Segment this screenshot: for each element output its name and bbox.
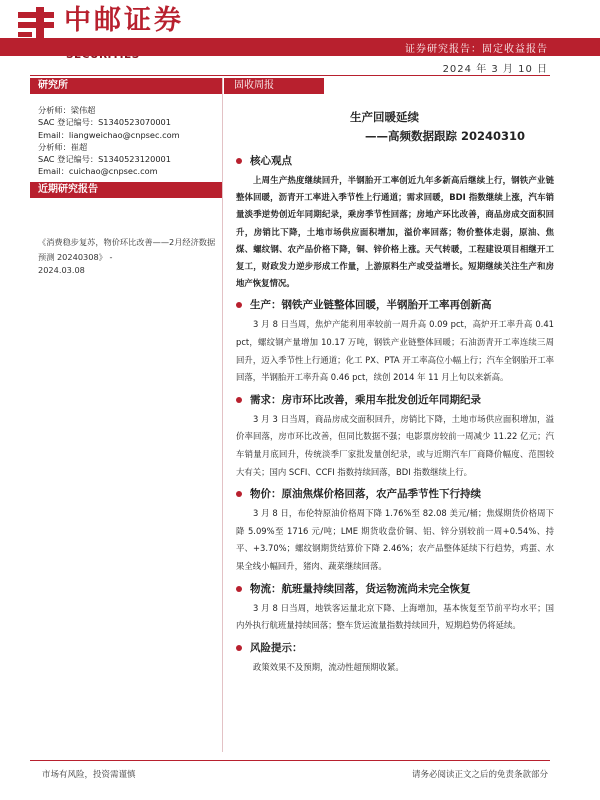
price-text: 3 月 8 日，布伦特原油价格周下降 1.76%至 82.08 美元/桶；焦煤期货价格周下降 5.09%至 1716 元/吨；LME 期货收盘价铜、铝、锌分别较前一周+0.54%、持平、+3.70%；螺纹钢期货结算价下降 2.46%；农产品整体延续下行趋势，鸡蛋、水果全线小幅回升，猪肉、蔬菜继续回落。 — [236, 508, 554, 571]
recent-report-date: 2024.03.08 — [38, 265, 85, 275]
footer-risk-note: 市场有风险，投资需谨慎 — [42, 770, 136, 780]
section-heading-price: 物价：原油焦煤价格回落，农产品季节性下行持续 — [236, 487, 554, 501]
analyst-email[interactable]: Email：cuichao@cnpsec.com — [38, 166, 158, 177]
footer-divider — [30, 760, 550, 761]
section-heading-logistics: 物流：航班量持续回落，货运物流尚未完全恢复 — [236, 582, 554, 596]
bullet-icon — [236, 302, 242, 308]
section-heading-demand: 需求：房市环比改善，乘用车批发创近年同期纪录 — [236, 393, 554, 407]
header-divider — [30, 75, 550, 76]
analyst-name: 分析师：梁伟超 — [38, 105, 96, 115]
recent-report-link[interactable]: 《消费稳步复苏，物价环比改善——2月经济数据预测 20240308》 - — [38, 237, 216, 262]
production-text: 3 月 8 日当周，焦炉产能利用率较前一周升高 0.09 pct，高炉开工率升高 0.41 pct，螺纹钢产量增加 10.17 万吨，钢铁产业链整体回暖；石油沥青开工率连续三周回升，迈入季节性上行通道；化工 PX、PTA 开工率高位小幅上行；汽车全钢胎开工率回落，半钢胎开工率升高 0.46 pct，续创 2014 年 11 月上旬以来新高。 — [236, 319, 554, 383]
recent-reports-heading: 近期研究报告 — [30, 182, 222, 198]
report-type-tag: 固收周报 — [224, 78, 324, 94]
footer-disclaimer: 请务必阅读正文之后的免责条款部分 — [411, 770, 548, 780]
demand-text: 3 月 3 日当周，商品房成交面积回升，房销比下降，土地市场供应面积增加，溢价率回落，房市环比改善，但同比数据不强；电影票房较前一周减少 11.22 亿元；汽车销量月底回升，传统淡季厂家批发量创纪录，或与近期汽车厂商降价幅度、范围较大有关；国内 SCFI、CCFI 指数持续回落，BDI 指数继续上行。 — [236, 413, 554, 477]
report-title: 生产回暖延续 — [350, 110, 419, 124]
analyst-name: 分析师：崔超 — [38, 141, 88, 152]
analyst-list — [38, 104, 228, 178]
logo-chinese-name: 中邮证券 — [64, 5, 184, 36]
section-heading-core: 核心观点 — [236, 154, 554, 168]
bullet-icon — [236, 586, 242, 592]
report-subtitle: ——高频数据跟踪 20240310 — [365, 129, 526, 143]
header-bar — [0, 38, 600, 56]
bullet-icon — [236, 491, 242, 497]
main-content — [236, 148, 554, 676]
report-category: 证券研究报告：固定收益报告 — [405, 44, 548, 55]
section-heading-risk: 风险提示： — [236, 641, 554, 655]
risk-text: 政策效果不及预期，流动性超预期收紧。 — [253, 661, 404, 672]
bullet-icon — [236, 397, 242, 403]
report-date: 2024 年 3 月 10 日 — [442, 64, 548, 75]
researchers-heading: 研究所 — [30, 78, 222, 94]
analyst-email[interactable]: Email：liangweichao@cnpsec.com — [38, 129, 180, 140]
bullet-icon — [236, 158, 242, 164]
bullet-icon — [236, 645, 242, 651]
analyst-sac: SAC 登记编号：S1340523070001 — [38, 117, 171, 128]
analyst-sac: SAC 登记编号：S1340523120001 — [38, 154, 171, 165]
logistics-text: 3 月 8 日当周，地铁客运量北京下降、上海增加，基本恢复至节前平均水平；国内外执行航班量持续回落；整车货运流量指数持续回升，短期趋势仍将延续。 — [236, 602, 554, 631]
column-divider — [222, 78, 223, 752]
core-views-text: 上周生产热度继续回升，半钢胎开工率创近九年多新高后继续上行，钢铁产业链整体回暖，沥青开工率进入季节性上行通道；需求回暖，BDI 指数继续上涨，汽车销量淡季逆势创近年同期纪录，乘房季节性回落；房地产环比改善，商品房成交面积回升，房销比下降，土地市场供应面积增加，溢价率回落；物价整体走弱，原油、焦煤、螺纹钢、农产品价格下降，铜、锌价格上涨。天气转暖，工程建设项目相继开工复工，财政发力逆步形成工作量，上游原料生产或受益增长。短期继续关注生产和房地产恢复情况。 — [236, 175, 554, 289]
section-heading-production: 生产：钢铁产业链整体回暖，半钢胎开工率再创新高 — [236, 298, 554, 312]
